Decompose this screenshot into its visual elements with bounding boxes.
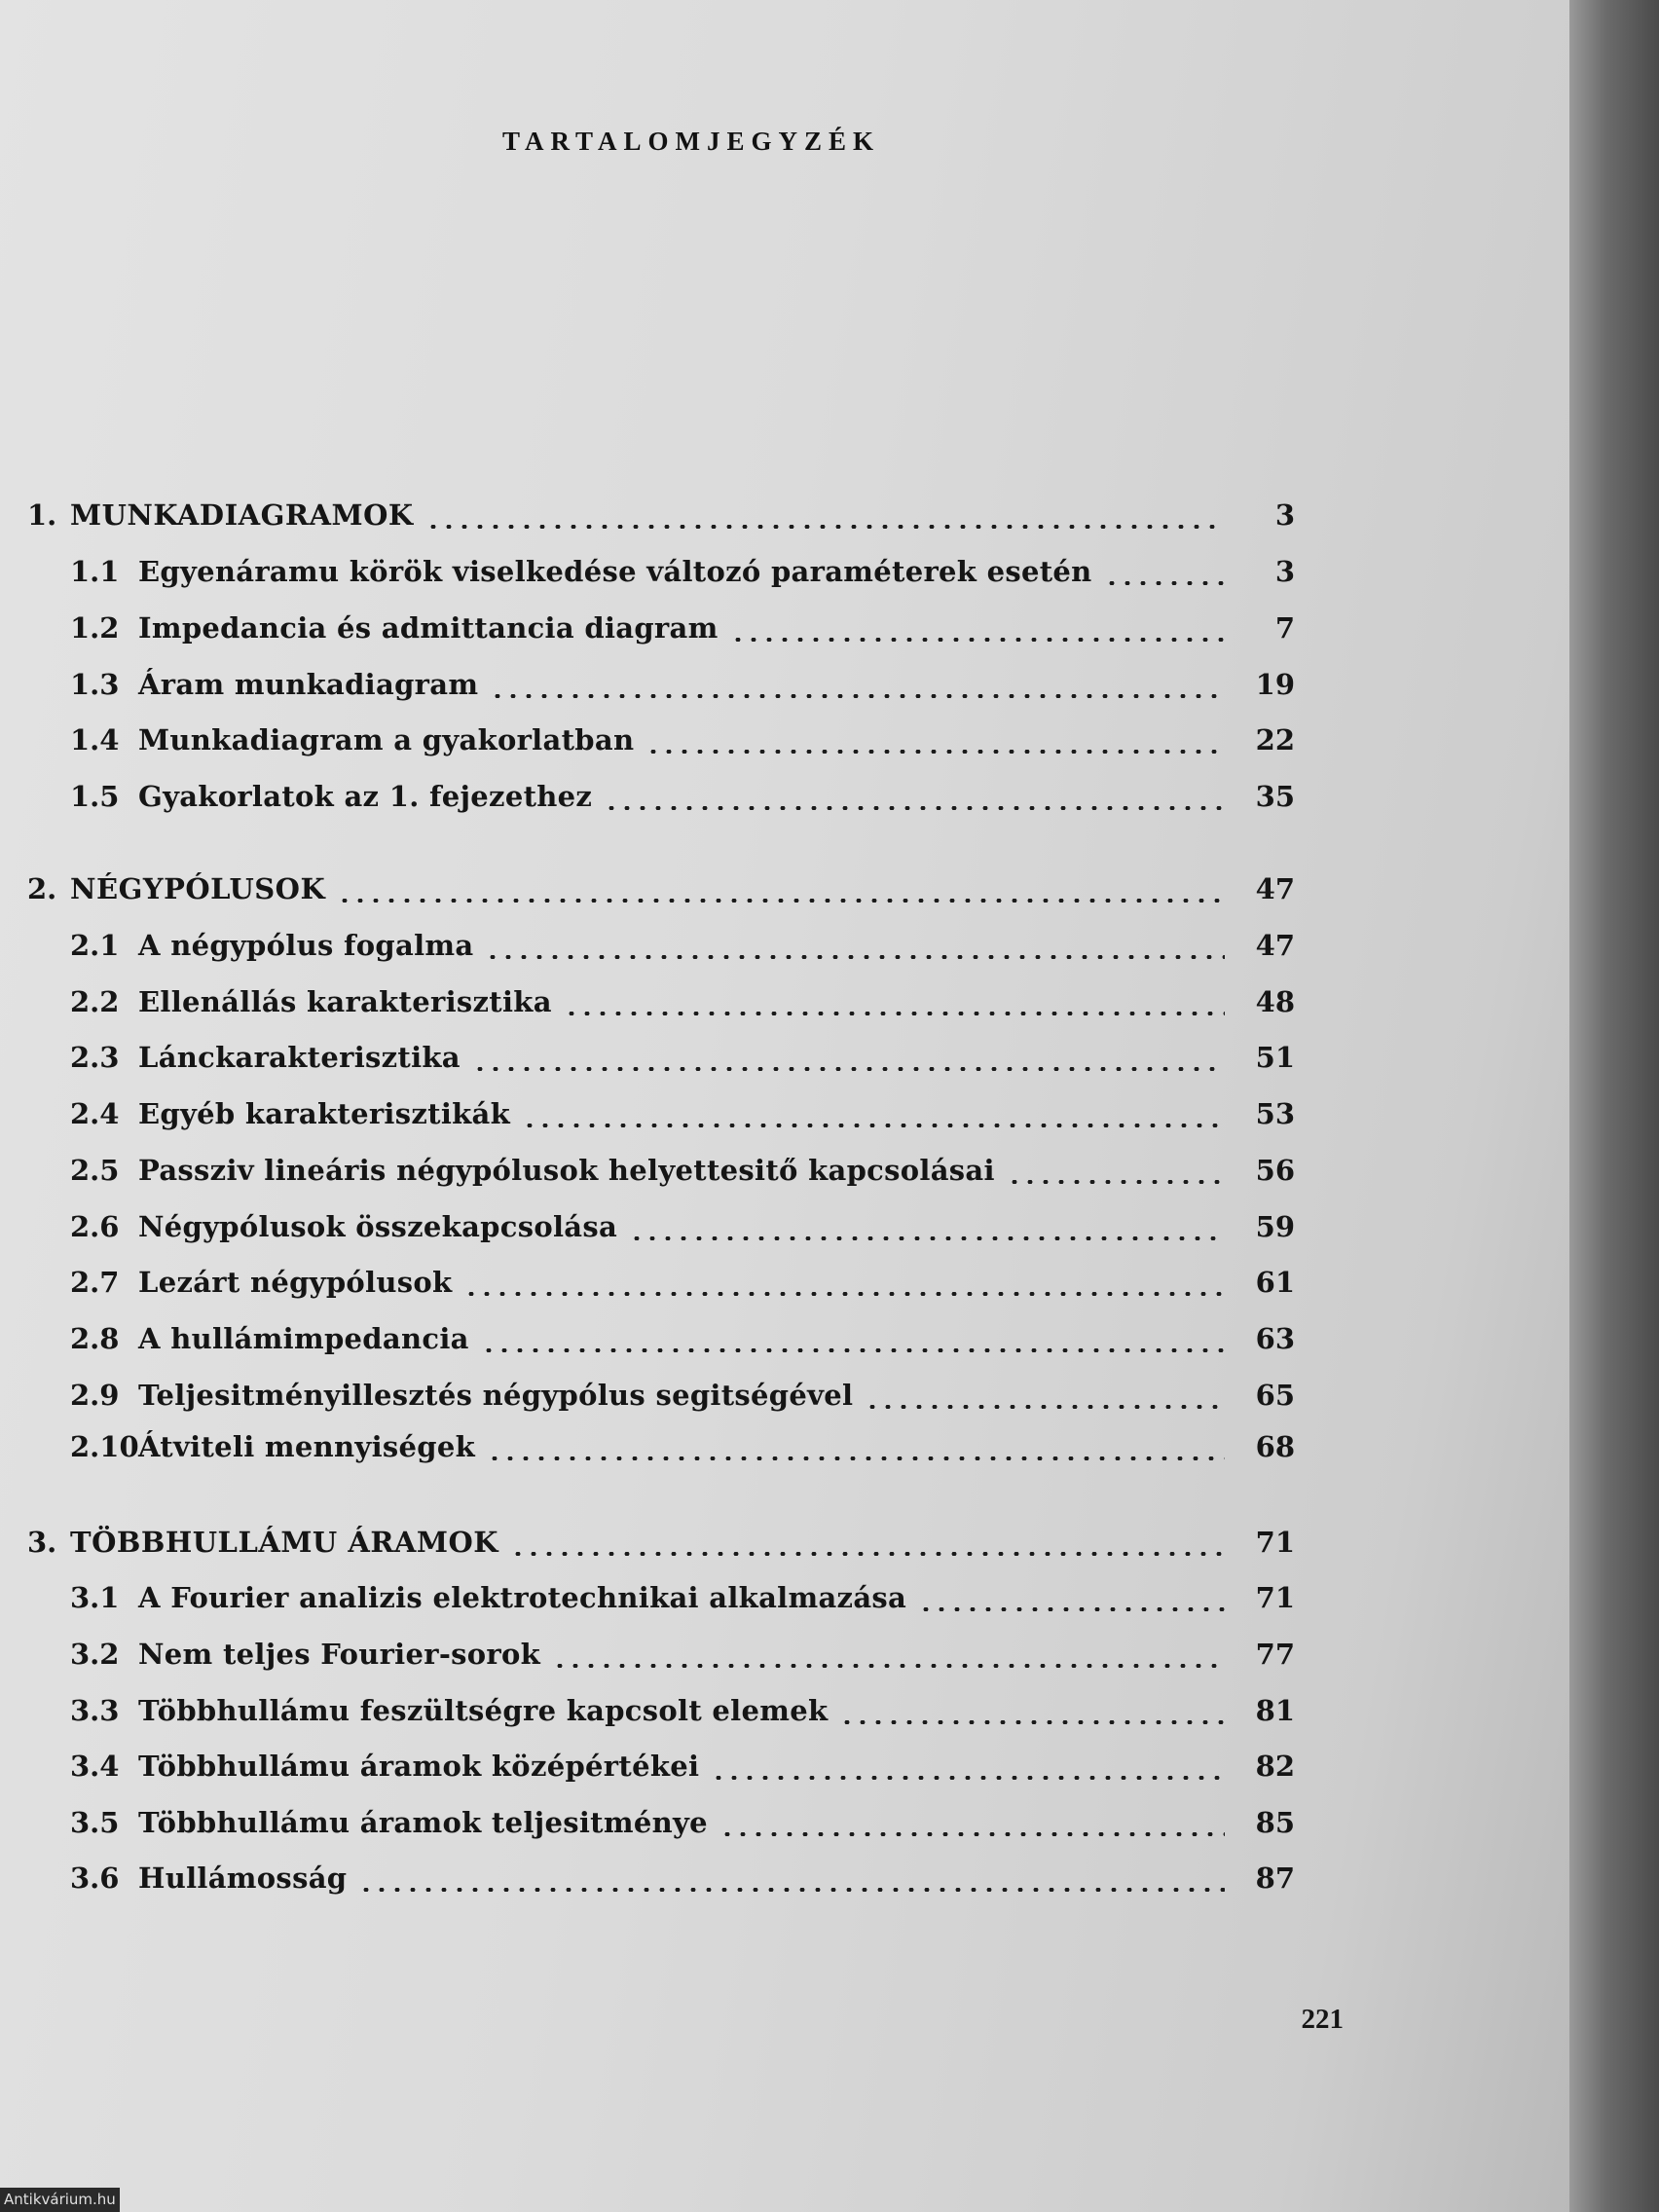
page-number: 81	[1255, 1694, 1295, 1727]
page-number: 61	[1255, 1266, 1295, 1299]
page-number: 22	[1255, 723, 1295, 756]
page-number: 47	[1255, 872, 1295, 905]
page-number: 48	[1255, 985, 1295, 1018]
section-number: 2.4	[70, 1097, 120, 1130]
dot-leader	[1007, 1180, 1225, 1184]
page-number: 3	[1274, 498, 1295, 532]
dot-leader	[865, 1405, 1225, 1409]
page-number: 35	[1255, 780, 1295, 813]
toc-entry	[27, 611, 1295, 650]
section-number: 3.1	[70, 1581, 120, 1614]
page-number: 59	[1255, 1210, 1295, 1243]
section-title: Lezárt négypólusok	[138, 1266, 453, 1299]
chapter-number: 1.	[27, 498, 57, 532]
section-title: A Fourier analizis elektrotechnikai alkalmazása	[138, 1581, 907, 1614]
page-number: 56	[1255, 1154, 1295, 1187]
section-title: Többhullámu áramok középértékei	[138, 1750, 700, 1783]
page-number: 68	[1255, 1430, 1295, 1463]
toc-entry	[27, 1750, 1295, 1788]
page-edge-shadow	[1569, 0, 1659, 2212]
page-number: 87	[1255, 1862, 1295, 1895]
page-folio-number: 221	[1301, 2004, 1344, 2035]
section-number: 3.4	[70, 1750, 120, 1783]
toc-entry	[27, 929, 1295, 968]
section-title: Hullámosság	[138, 1862, 348, 1895]
dot-leader	[481, 1348, 1225, 1352]
section-number: 3.6	[70, 1862, 120, 1895]
section-number: 2.2	[70, 985, 120, 1018]
section-number: 1.5	[70, 780, 120, 813]
section-number: 1.4	[70, 723, 120, 756]
section-title: Többhullámu áramok teljesitménye	[138, 1806, 708, 1839]
section-number: 1.3	[70, 668, 120, 701]
page-number: 82	[1255, 1750, 1295, 1783]
toc-entry	[27, 780, 1295, 819]
toc-entry	[27, 1154, 1295, 1193]
section-title: Lánckarakterisztika	[138, 1041, 461, 1074]
toc-entry	[27, 1862, 1295, 1900]
toc-entry	[27, 1806, 1295, 1845]
chapter-title: NÉGYPÓLUSOK	[70, 872, 326, 905]
toc-entry	[27, 985, 1295, 1024]
dot-leader	[358, 1888, 1225, 1892]
page-number: 7	[1274, 611, 1295, 645]
chapter-title: MUNKADIAGRAMOK	[70, 498, 414, 532]
section-title: Áram munkadiagram	[138, 668, 479, 701]
toc-chapter-1	[27, 498, 1295, 537]
chapter-number: 3.	[27, 1526, 57, 1559]
section-number: 1.2	[70, 611, 120, 645]
dot-leader	[522, 1124, 1225, 1127]
section-title: Munkadiagram a gyakorlatban	[138, 723, 635, 756]
dot-leader	[510, 1552, 1225, 1556]
section-title: Négypólusok összekapcsolása	[138, 1210, 618, 1243]
section-title: Impedancia és admittancia diagram	[138, 611, 719, 645]
page-number: 65	[1255, 1379, 1295, 1412]
page-number: 51	[1255, 1041, 1295, 1074]
toc-entry	[27, 1041, 1295, 1080]
toc-entry	[27, 1266, 1295, 1305]
chapter-number: 2.	[27, 872, 57, 905]
toc-entry	[27, 555, 1295, 594]
page-number: 85	[1255, 1806, 1295, 1839]
section-title: Többhullámu feszültségre kapcsolt elemek	[138, 1694, 829, 1727]
dot-leader	[839, 1720, 1225, 1724]
page-number: 77	[1255, 1638, 1295, 1671]
toc-entry	[27, 1694, 1295, 1733]
toc-entry	[27, 1322, 1295, 1361]
section-number: 2.3	[70, 1041, 120, 1074]
toc-entry	[27, 723, 1295, 762]
section-title: Passziv lineáris négypólusok helyettesitő kapcsolásai	[138, 1154, 995, 1187]
section-title: Ellenállás karakterisztika	[138, 985, 552, 1018]
section-number: 2.6	[70, 1210, 120, 1243]
dot-leader	[552, 1664, 1225, 1668]
dot-leader	[1104, 581, 1225, 585]
section-number: 3.2	[70, 1638, 120, 1671]
toc-entry	[27, 1097, 1295, 1136]
toc-chapter-3	[27, 1526, 1295, 1565]
dot-leader	[730, 638, 1225, 642]
page-number: 3	[1274, 555, 1295, 588]
dot-leader	[564, 1012, 1225, 1015]
page-number: 53	[1255, 1097, 1295, 1130]
toc-entry	[27, 1638, 1295, 1677]
section-title: Nem teljes Fourier-sorok	[138, 1638, 541, 1671]
section-number: 2.9	[70, 1379, 120, 1412]
toc-chapter-2	[27, 872, 1295, 911]
section-number: 2.7	[70, 1266, 120, 1299]
dot-leader	[645, 750, 1225, 754]
page-number: 19	[1255, 668, 1295, 701]
page-number: 71	[1255, 1526, 1295, 1559]
toc-entry	[27, 668, 1295, 707]
dot-leader	[918, 1607, 1225, 1611]
section-title: Gyakorlatok az 1. fejezethez	[138, 780, 593, 813]
section-number: 2.10	[70, 1430, 139, 1463]
dot-leader	[485, 955, 1225, 959]
watermark: Antikvárium.hu	[0, 2188, 120, 2212]
dot-leader	[490, 694, 1225, 698]
section-title: Egyenáramu körök viselkedése változó paraméterek esetén	[138, 555, 1092, 588]
section-title: Átviteli mennyiségek	[138, 1430, 475, 1463]
section-number: 2.5	[70, 1154, 120, 1187]
toc-entry	[27, 1581, 1295, 1620]
section-title: Teljesitményillesztés négypólus segitségével	[138, 1379, 854, 1412]
dot-leader	[472, 1067, 1225, 1071]
toc-entry	[27, 1430, 1295, 1469]
dot-leader	[337, 899, 1225, 903]
section-number: 3.5	[70, 1806, 120, 1839]
toc-entry	[27, 1210, 1295, 1249]
dot-leader	[487, 1456, 1225, 1460]
dot-leader	[719, 1832, 1225, 1836]
dot-leader	[711, 1776, 1225, 1780]
section-title: Egyéb karakterisztikák	[138, 1097, 511, 1130]
page-number: 71	[1255, 1581, 1295, 1614]
dot-leader	[604, 806, 1225, 810]
page-number: 47	[1255, 929, 1295, 962]
page-number: 63	[1255, 1322, 1295, 1355]
dot-leader	[629, 1236, 1225, 1240]
section-number: 1.1	[70, 555, 120, 588]
section-title: A négypólus fogalma	[138, 929, 474, 962]
dot-leader	[463, 1292, 1225, 1296]
section-number: 3.3	[70, 1694, 120, 1727]
dot-leader	[425, 525, 1225, 529]
toc-title: TARTALOMJEGYZÉK	[501, 127, 881, 156]
section-number: 2.8	[70, 1322, 120, 1355]
chapter-title: TÖBBHULLÁMU ÁRAMOK	[70, 1526, 498, 1559]
toc-entry	[27, 1379, 1295, 1418]
section-title: A hullámimpedancia	[138, 1322, 469, 1355]
section-number: 2.1	[70, 929, 120, 962]
